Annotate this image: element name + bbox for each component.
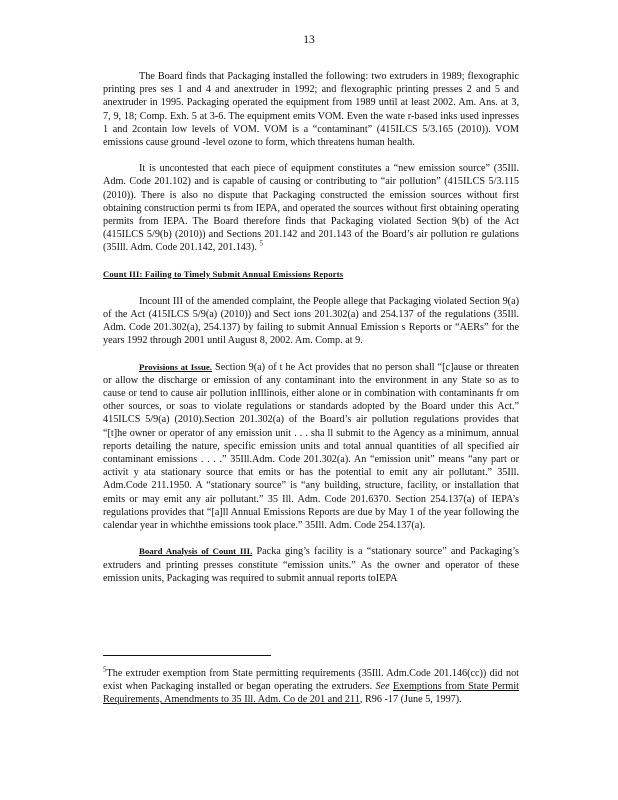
footnote-citation-tail: , R96 -17 (June 5, 1997).: [359, 694, 462, 705]
footnote: [103, 667, 519, 706]
paragraph-text: Packa ging’s facility is a “stationary source” and Packaging’s extruders and printing presses constitute “emission units.” As the owner and operator of these emission units, Packaging was required to submit annual reports toIEPA: [103, 546, 519, 584]
paragraph-board-analysis: [103, 545, 519, 585]
footnote-see: See: [375, 681, 390, 692]
page-number: 13: [303, 34, 315, 46]
footnote-marker: 5: [103, 665, 107, 674]
paragraph-installation: The Board finds that Packaging installed the following: two extruders in 1989; flexographic printing pres ses 1 and 4 and anextruder in 1992; and flexographic printing presses 2 and 5 and anextruder in 1995. Packaging operated the equipment from 1989 until at least 2002. Am. Ans. at 3, 7, 9, 18; Comp. Exh. 5 at 3-6. The equipment emits VOM. Even the wate r-based inks used inpresses 1 and 2contain low levels of VOM. VOM is a “contaminant” (415ILCS 5/3.165 (2010)). VOM emissions cause ground -level ozone to form, which threatens human health.: [103, 71, 519, 149]
document-body: [103, 70, 519, 598]
paragraph-text: Section 9(a) of t he Act provides that no person shall “[c]ause or threaten or allow the discharge or emission of any contaminant into the environment in any State so as to cause or tend to cause air pollution inIllinois, either alone or in combination with contaminants fr om other sources, or soas to violate regulations or standards adopted by the Board under this Act.” 415ILCS 5/9(a) (2010).Section 201.302(a) of the Board’s air pollution regulations provides that “[t]he owner or operator of any emission unit . . . sha ll submit to the Agency as a minimum, annual reports detailing the nature, specific emission units and total annual quantities of all specified air contaminant emissions . . . .” 35Ill.Adm. Code 201.302(a). An “emission unit” means “any part or activit y ata stationary source that emits or has the potential to emit any air pollutant.” 35Ill. Adm.Code 211.1950. A “stationary source” is “any building, structure, facility, or installation that emits or may emit any air pollutant.” 35 Ill. Adm. Code 201.6370. Section 254.137(a) of IEPA’s regulations provides that “[a]ll Annual Emissions Reports are due by May 1 of the year following the calendar year in whichthe emissions took place.” 35Ill. Adm. Code 254.137(a).: [103, 361, 520, 532]
paragraph-new-emission-source: [103, 162, 519, 254]
paragraph-text: It is uncontested that each piece of equipment constitutes a “new emission source” (35Ill. Adm. Code 201.102) and is capable of causing or contributing to “air pollution” (415ILCS 5/3.115 (2010)). There is also no dispute that Packaging constructed the emission sources without first obtaining construction permi ts from IEPA, and operated the sources without first obtaining operating permits from IEPA. The Board therefore finds that Packaging violated Section 9(b) of the Act (415ILCS 5/9(b) (2010)) and Sections 201.142 and 201.143 of the Board’s air pollution re gulations (35Ill. Adm. Code 201.142, 201.143).: [103, 163, 519, 254]
provisions-heading: Provisions at Issue.: [139, 361, 212, 372]
section-heading-count-iii: Count III: Failing to Timely Submit Annual Emissions Reports: [103, 268, 344, 279]
footnote-reference: 5: [259, 240, 263, 249]
paragraph-provisions: [103, 361, 519, 533]
footnote-divider: [103, 655, 271, 656]
footnote-text: The extruder exemption from State permitting requirements (35Ill. Adm.Code 201.146(cc)) did not exist when Packaging installed or began operating the extruders.: [103, 668, 519, 692]
paragraph-count-iii-allegation: Incount III of the amended complaint, the People allege that Packaging violated Section 9(a) of the Act (415ILCS 5/9(a) (2010)) and Sect ions 201.302(a) and 254.137 of the regulations (35Ill. Adm. Code 201.302(a), 254.137) by failing to submit Annual Emission s Reports or “AERs” for the years 1992 through 2001 until August 8, 2002. Am. Comp. at 9.: [103, 295, 519, 347]
footnote-citation-title: Exemptions from State Permit Requirements, Amendments to 35 Ill. Adm. Co de 201 and 211: [103, 681, 520, 705]
board-analysis-heading: Board Analysis of Count III.: [139, 546, 253, 557]
